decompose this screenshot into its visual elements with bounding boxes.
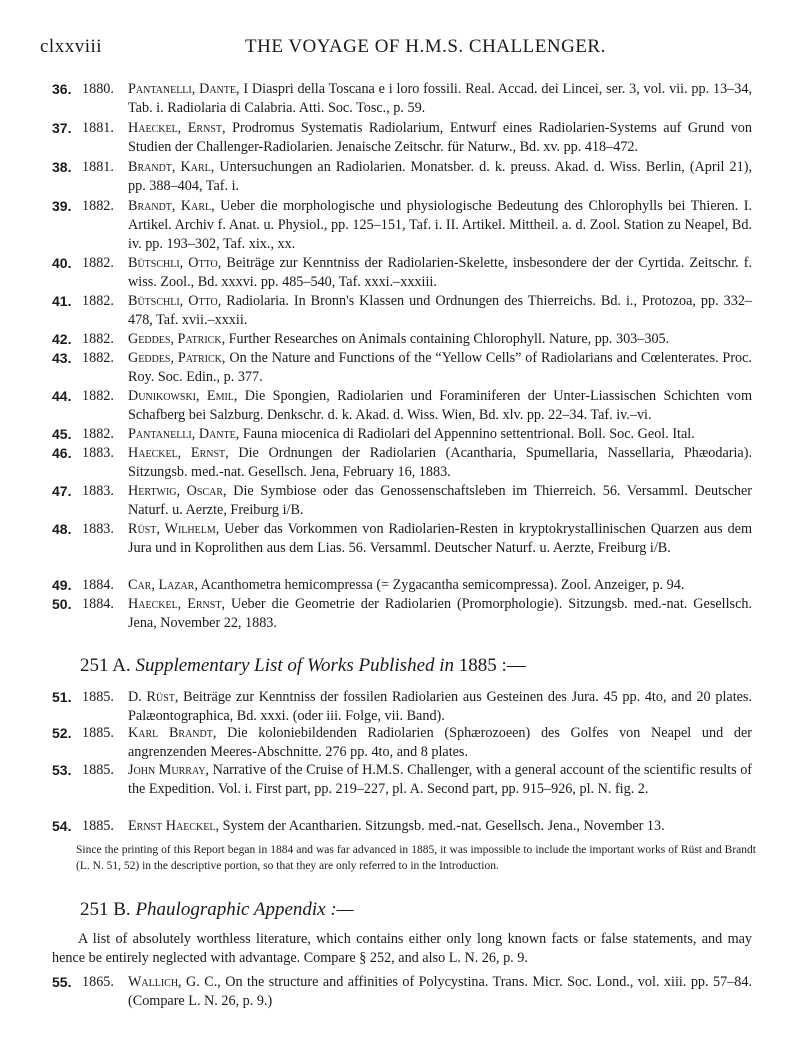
entry-number: 49. xyxy=(52,577,72,593)
bibliography-entry xyxy=(52,197,752,254)
bibliography-entry xyxy=(52,595,752,633)
entry-year: 1881. xyxy=(82,159,114,175)
entry-year: 1883. xyxy=(82,483,114,499)
entry-text: Beiträge zur Kenntniss der Radiolarien-Skelette, insbesondere der der Cyrtida. Zeitschr. f. wiss. Zool., Bd. xxxvi. pp. 485–540, Taf. xxxi.–xxxiii. xyxy=(128,255,753,290)
entry-year: 1882. xyxy=(82,293,114,309)
entry-text: On the structure and affinities of Polycystina. Trans. Micr. Soc. Lond., vol. xiii. pp. 57–84. (Compare L. N. 26, p. 9.) xyxy=(128,974,753,1009)
entry-number: 54. xyxy=(52,818,72,834)
bibliography-entry xyxy=(52,482,752,520)
entry-number: 53. xyxy=(52,762,72,778)
entry-text: Beiträge zur Kenntniss der fossilen Radiolarien aus Gesteinen des Jura. 45 pp. 4to, and 20 plates. Palæontographica, Bd. xxxi. (oder iii. Folge, vii. Band). xyxy=(128,689,752,724)
entry-number: 46. xyxy=(52,445,72,461)
entry-author: Car, Lazar, xyxy=(128,577,198,593)
entry-author: Geddes, Patrick, xyxy=(128,331,226,347)
entry-text: System der Acantharien. Sitzungsb. med.-nat. Gesellsch. Jena., November 13. xyxy=(222,818,665,834)
entry-text: I Diaspri della Toscana e i loro fossili. Real. Accad. dei Lincei, ser. 3, vol. vii. pp. 13–34, Tab. i. Radiolaria di Calabria. Atti. Soc. Tosc., p. 59. xyxy=(128,81,752,116)
entry-text: Die koloniebildenden Radiolarien (Sphærozoeen) des Golfes von Neapel und der angrenzenden Meeres-Abschnitte. 276 pp. 4to, and 8 plates. xyxy=(128,725,753,760)
entry-text: Ueber das Vorkommen von Radiolarien-Resten in kryptokrystallinischen Quarzen aus dem Jura und in Koprolithen aus dem Lias. 56. Versamml. Deutscher Naturf. u. Aerzte, Freiburg i/B. xyxy=(128,521,753,556)
bibliography-entry xyxy=(52,817,752,836)
entry-year: 1865. xyxy=(82,974,114,990)
entry-number: 47. xyxy=(52,483,72,499)
entry-author: Geddes, Patrick, xyxy=(128,350,226,366)
entry-author: Dunikowski, Emil, xyxy=(128,388,238,404)
entry-year: 1883. xyxy=(82,521,114,537)
section-title: Supplementary List of Works Published in xyxy=(135,655,455,676)
entry-year: 1885. xyxy=(82,762,114,778)
entry-author: Wallich, G. C., xyxy=(128,974,221,990)
entry-year: 1882. xyxy=(82,426,114,442)
entry-author: Brandt, Karl, xyxy=(128,198,215,214)
section-year: 1885 :— xyxy=(458,655,526,676)
entry-author: Bütschli, Otto, xyxy=(128,255,222,271)
bibliography-entry xyxy=(52,349,752,387)
entry-year: 1882. xyxy=(82,350,114,366)
entry-number: 45. xyxy=(52,426,72,442)
section-label: 251 B. xyxy=(80,899,131,920)
bibliography-entry xyxy=(52,973,752,1011)
entry-text: Ueber die morphologische und physiologische Bedeutung des Chlorophylls bei Thieren. I. Artikel. Archiv f. Anat. u. Physiol., pp. 125–151, Taf. i. II. Artikel. Mittheil. a. d. Zool. Station zu Neapel, Bd. iv. pp. 193–302, Taf. xix., xx. xyxy=(128,198,753,252)
entry-author: Brandt, Karl, xyxy=(128,159,215,175)
entry-number: 42. xyxy=(52,331,72,347)
entry-author: Haeckel, Ernst, xyxy=(128,445,229,461)
bibliography-entry xyxy=(52,292,752,330)
entry-number: 55. xyxy=(52,974,72,990)
entry-author: Bütschli, Otto, xyxy=(128,293,222,309)
footnote: Since the printing of this Report began in 1884 and was far advanced in 1885, it was impossible to include the important works of Rüst and Brandt (L. N. 51, 52) in the descriptive portion, so that they are only referred to in the Introduction. xyxy=(76,844,756,872)
bibliography-entry xyxy=(52,724,752,762)
entry-number: 50. xyxy=(52,596,72,612)
section-title: Phaulographic Appendix :— xyxy=(135,899,354,920)
entry-year: 1880. xyxy=(82,81,114,97)
bibliography-entry xyxy=(52,254,752,292)
entry-year: 1882. xyxy=(82,198,114,214)
entry-text: Die Symbiose oder das Genossenschaftsleben im Thierreich. 56. Versamml. Deutscher Naturf. u. Aerzte, Freiburg i/B. xyxy=(128,483,753,518)
entry-number: 40. xyxy=(52,255,72,271)
entry-author: Hertwig, Oscar, xyxy=(128,483,227,499)
entry-number: 44. xyxy=(52,388,72,404)
entry-year: 1885. xyxy=(82,689,114,705)
entry-number: 48. xyxy=(52,521,72,537)
entry-author: Rüst, Wilhelm, xyxy=(128,521,220,537)
entry-number: 52. xyxy=(52,725,72,741)
bibliography-entry xyxy=(52,158,752,196)
entry-text: Fauna miocenica di Radiolari del Appennino settentrional. Boll. Soc. Geol. Ital. xyxy=(242,426,695,442)
entry-text: Radiolaria. In Bronn's Klassen und Ordnungen des Thierreichs. Bd. i., Protozoa, pp. 332–478, Taf. xvii.–xxxii. xyxy=(128,293,753,328)
entry-author: D. Rüst, xyxy=(128,689,179,705)
entry-text: Acanthometra hemicompressa (= Zygacantha semicompressa). Zool. Anzeiger, p. 94. xyxy=(200,577,685,593)
entry-year: 1884. xyxy=(82,596,114,612)
entry-author: Pantanelli, Dante, xyxy=(128,426,240,442)
entry-author: Pantanelli, Dante, xyxy=(128,81,240,97)
entry-year: 1885. xyxy=(82,725,114,741)
bibliography-entry xyxy=(52,761,752,799)
entry-author: Karl Brandt, xyxy=(128,725,217,741)
entry-text: Die Spongien, Radiolarien und Foraminiferen der Unter-Liassischen Schichten vom Schafberg bei Salzburg. Denkschr. d. k. Akad. d. Wiss. Wien, Bd. xlv. pp. 22–34. Taf. iv.–vi. xyxy=(128,388,752,423)
entry-text: Ueber die Geometrie der Radiolarien (Promorphologie). Sitzungsb. med.-nat. Gesellsch. Jena, November 22, 1883. xyxy=(128,596,753,631)
entry-year: 1882. xyxy=(82,388,114,404)
entry-author: Haeckel, Ernst, xyxy=(128,120,226,136)
entry-year: 1883. xyxy=(82,445,114,461)
entry-number: 39. xyxy=(52,198,72,214)
section-intro: A list of absolutely worthless literature, which contains either only long known facts or false statements, and may hence be entirely neglected with advantage. Compare § 252, and also L. N. 26, p. 9. xyxy=(52,931,752,966)
entry-year: 1884. xyxy=(82,577,114,593)
entry-text: Die Ordnungen der Radiolarien (Acantharia, Spumellaria, Nassellaria, Phæodaria). Sitzungsb. med.-nat. Gesellsch. Jena, February 16, 1883. xyxy=(128,445,752,480)
page-number: clxxviii xyxy=(40,36,103,57)
bibliography-entry xyxy=(52,80,752,118)
bibliography-entry xyxy=(52,119,752,157)
section-heading-b xyxy=(80,899,354,921)
section-heading-a xyxy=(80,655,526,677)
entry-text: Further Researches on Animals containing Chlorophyll. Nature, pp. 303–305. xyxy=(228,331,670,347)
bibliography-entry xyxy=(52,520,752,558)
entry-number: 43. xyxy=(52,350,72,366)
entry-number: 38. xyxy=(52,159,72,175)
entry-number: 51. xyxy=(52,689,72,705)
entry-year: 1881. xyxy=(82,120,114,136)
bibliography-entry xyxy=(52,576,752,595)
entry-number: 36. xyxy=(52,81,72,97)
entry-year: 1882. xyxy=(82,255,114,271)
entry-number: 37. xyxy=(52,120,72,136)
page-header xyxy=(40,36,770,60)
bibliography-entry xyxy=(52,330,752,349)
bibliography-entry xyxy=(52,444,752,482)
bibliography-entry xyxy=(52,688,752,726)
entry-year: 1882. xyxy=(82,331,114,347)
entry-author: Haeckel, Ernst, xyxy=(128,596,225,612)
entry-text: Prodromus Systematis Radiolarium, Entwurf eines Radiolarien-Systems auf Grund von Studien der Challenger-Radiolarien. Jenaische Zeitschr. für Naturw., Bd. xv. pp. 418–472. xyxy=(128,120,752,155)
entry-number: 41. xyxy=(52,293,72,309)
entry-text: Untersuchungen an Radiolarien. Monatsber. d. k. preuss. Akad. d. Wiss. Berlin, (April 21), pp. 388–404, Taf. i. xyxy=(128,159,753,194)
bibliography-entry xyxy=(52,425,752,444)
bibliography-entry xyxy=(52,387,752,425)
entry-author: Ernst Haeckel, xyxy=(128,818,220,834)
entry-author: John Murray, xyxy=(128,762,210,778)
section-label: 251 A. xyxy=(80,655,131,676)
entry-text: Narrative of the Cruise of H.M.S. Challenger, with a general account of the scientific results of the Expedition. Vol. i. First part, pp. 219–227, pl. A. Second part, pp. 915–926, pl. N. fig. 2. xyxy=(128,762,753,797)
running-title: THE VOYAGE OF H.M.S. CHALLENGER. xyxy=(245,36,606,57)
entry-text: On the Nature and Functions of the “Yellow Cells” of Radiolarians and Cœlenterates. Proc. Roy. Soc. Edin., p. 377. xyxy=(128,350,752,385)
entry-year: 1885. xyxy=(82,818,114,834)
